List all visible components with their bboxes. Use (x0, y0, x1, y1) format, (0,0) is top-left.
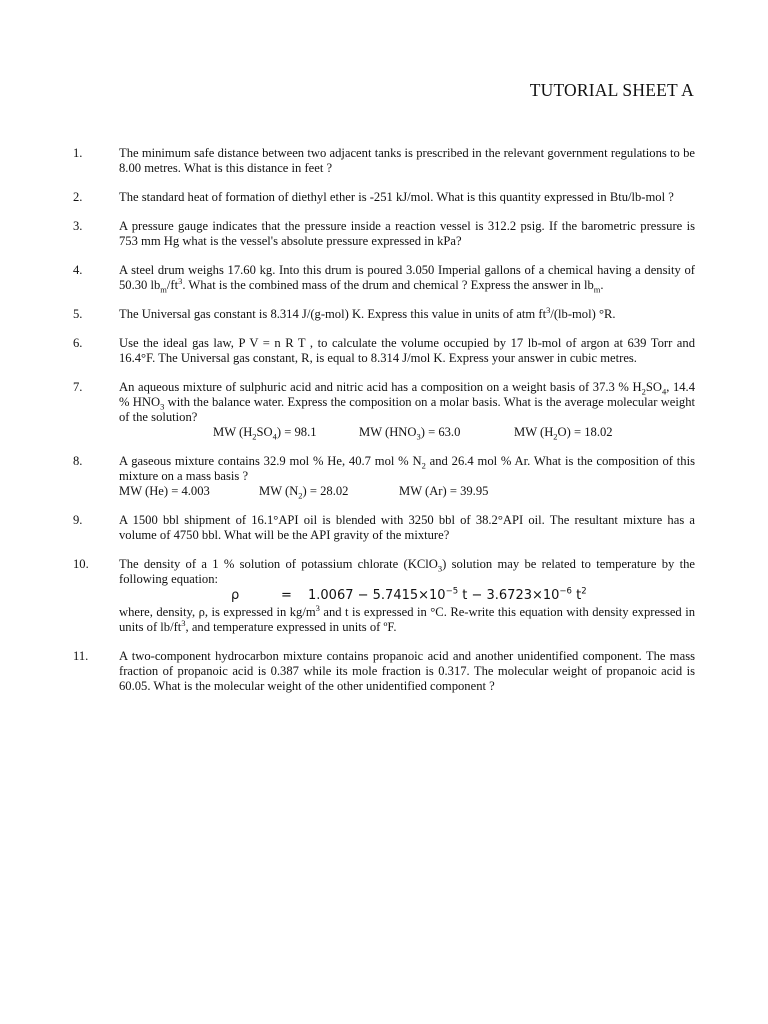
question-text (119, 190, 695, 205)
text-run: , and temperature expressed in units of ºF. (185, 620, 397, 634)
superscript: 3 (181, 617, 186, 628)
question-11 (0, 649, 768, 694)
density-equation (231, 588, 695, 603)
exponent: −5 (445, 586, 459, 597)
molecular-weights (213, 425, 695, 440)
question-6 (0, 336, 768, 366)
text-run: and 26.4 mol % Ar. What is the composition of this mixture on a mass basis ? (119, 454, 695, 483)
question-text (119, 557, 695, 635)
text-run: The Universal gas constant is 8.314 J/(g-mol) K. Express this value in units of atm ft (119, 307, 547, 321)
equals-sign: = (281, 588, 292, 603)
subscript: 2 (641, 386, 646, 397)
question-number: 9. (73, 513, 83, 527)
mw-value: MW $(N_2) = 28.02$ (259, 484, 349, 501)
question-number: 1. (73, 146, 83, 160)
exponent: 2 (581, 586, 587, 597)
equation-term: t (571, 588, 582, 603)
subscript: 3 (160, 401, 165, 412)
question-7 (0, 380, 768, 440)
text-run: A steel drum weighs 17.60 kg. Into this drum is poured 3.050 Imperial gallons of a chemical having a density of 50.30 lb (119, 263, 695, 292)
question-text (119, 304, 695, 322)
question-text (119, 263, 695, 293)
text-run: where, density, ρ, is expressed in kg/m (119, 605, 316, 619)
question-4 (0, 263, 768, 293)
question-text (119, 219, 695, 249)
question-1 (0, 146, 768, 176)
text-run: /(lb-mol) °R. (550, 307, 616, 321)
superscript: 3 (178, 275, 183, 286)
text-run: . What is the combined mass of the drum and chemical ? Express the answer in lb (182, 278, 594, 292)
text-run: and t is expressed in °C. Re-write this equation with density expressed in units of lb/ft (119, 605, 696, 634)
mw-value: MW $(HNO_3) = 63.0$ (359, 425, 461, 442)
question-9 (0, 513, 768, 543)
text-run: /ft (166, 278, 179, 292)
text-run: Use the ideal gas law, P V = n R T , to calculate the volume occupied by 17 lb-mol of argon at 639 Torr and 16.4°F. The Universal gas constant, R, is equal to 8.314 J/mol K. Express your answer in cubic metres. (119, 336, 695, 365)
subscript: m (593, 284, 601, 295)
question-number: 7. (73, 380, 83, 394)
question-10 (0, 557, 768, 635)
text-run: A gaseous mixture contains 32.9 mol % He, 40.7 mol % N (119, 454, 422, 468)
question-5 (0, 304, 768, 322)
superscript: 3 (315, 602, 320, 613)
equation-term: 1.0067 − 5.7415×10 (308, 588, 446, 603)
text-run: . (600, 278, 604, 292)
mw-value: MW $(H_2O) = 18.02$ (514, 425, 613, 442)
exponent: −6 (559, 586, 572, 597)
question-number: 10. (73, 557, 89, 571)
question-number: 8. (73, 454, 83, 468)
subscript: 3 (437, 563, 443, 574)
subscript: 2 (421, 460, 426, 471)
question-text (119, 380, 695, 440)
question-number: 3. (73, 219, 83, 233)
page-title: TUTORIAL SHEET A (529, 80, 694, 100)
text-run: An aqueous mixture of sulphuric acid and nitric acid has a composition on a weight basis of 37.3 % H (119, 380, 642, 394)
text-run: A two-component hydrocarbon mixture contains propanoic acid and another unidentified component. The mass fraction of propanoic acid is 0.387 while its mole fraction is 0.317. The molecular weight of propanoic acid is 60.05. What is the molecular weight of the other unidentified component ? (119, 649, 695, 693)
mw-value: MW (He) = 4.003 (119, 484, 210, 498)
question-text (119, 454, 695, 499)
text-run: The minimum safe distance between two adjacent tanks is prescribed in the relevant government regulations to be 8.00 metres. What is this distance in feet ? (119, 146, 695, 175)
question-text (119, 513, 695, 543)
text-run: with the balance water. Express the composition on a molar basis. What is the average molecular weight of the solution? (119, 395, 695, 424)
superscript: 3 (546, 304, 551, 315)
question-8 (0, 454, 768, 499)
question-number: 6. (73, 336, 83, 350)
question-number: 4. (73, 263, 83, 277)
mw-value: MW (Ar) = 39.95 (399, 484, 489, 498)
text-run: , 14.4 % HNO (119, 380, 695, 409)
mw-value: MW $(H_2SO_4) = 98.1$ (213, 425, 317, 442)
question-number: 5. (73, 307, 83, 321)
text-run: A 1500 bbl shipment of 16.1°API oil is blended with 3250 bbl of 38.2°API oil. The resultant mixture has a volume of 4750 bbl. What will be the API gravity of the mixture? (119, 513, 695, 542)
text-run: A pressure gauge indicates that the pressure inside a reaction vessel is 312.2 psig. If the barometric pressure is 753 mm Hg what is the vessel's absolute pressure expressed in kPa? (119, 219, 695, 248)
question-number: 11. (73, 649, 89, 663)
question-text (119, 146, 695, 176)
text-run: The standard heat of formation of diethyl ether is -251 kJ/mol. What is this quantity expressed in Btu/lb-mol ? (119, 190, 674, 204)
question-2 (0, 190, 768, 205)
text-run: SO (645, 380, 662, 394)
subscript: m (160, 284, 167, 295)
equation-lhs: ρ (231, 588, 240, 603)
text-run: ) solution may be related to temperature by the following equation: (119, 557, 695, 586)
question-text (119, 336, 695, 366)
question-number: 2. (73, 190, 83, 204)
text-run: The density of a 1 % solution of potassium chlorate (KClO (119, 557, 438, 571)
question-text (119, 649, 695, 694)
molecular-weights (119, 484, 695, 499)
question-3 (0, 219, 768, 249)
equation-term: t − 3.6723×10 (458, 588, 560, 603)
subscript: 4 (661, 386, 667, 397)
question-list (0, 146, 768, 708)
